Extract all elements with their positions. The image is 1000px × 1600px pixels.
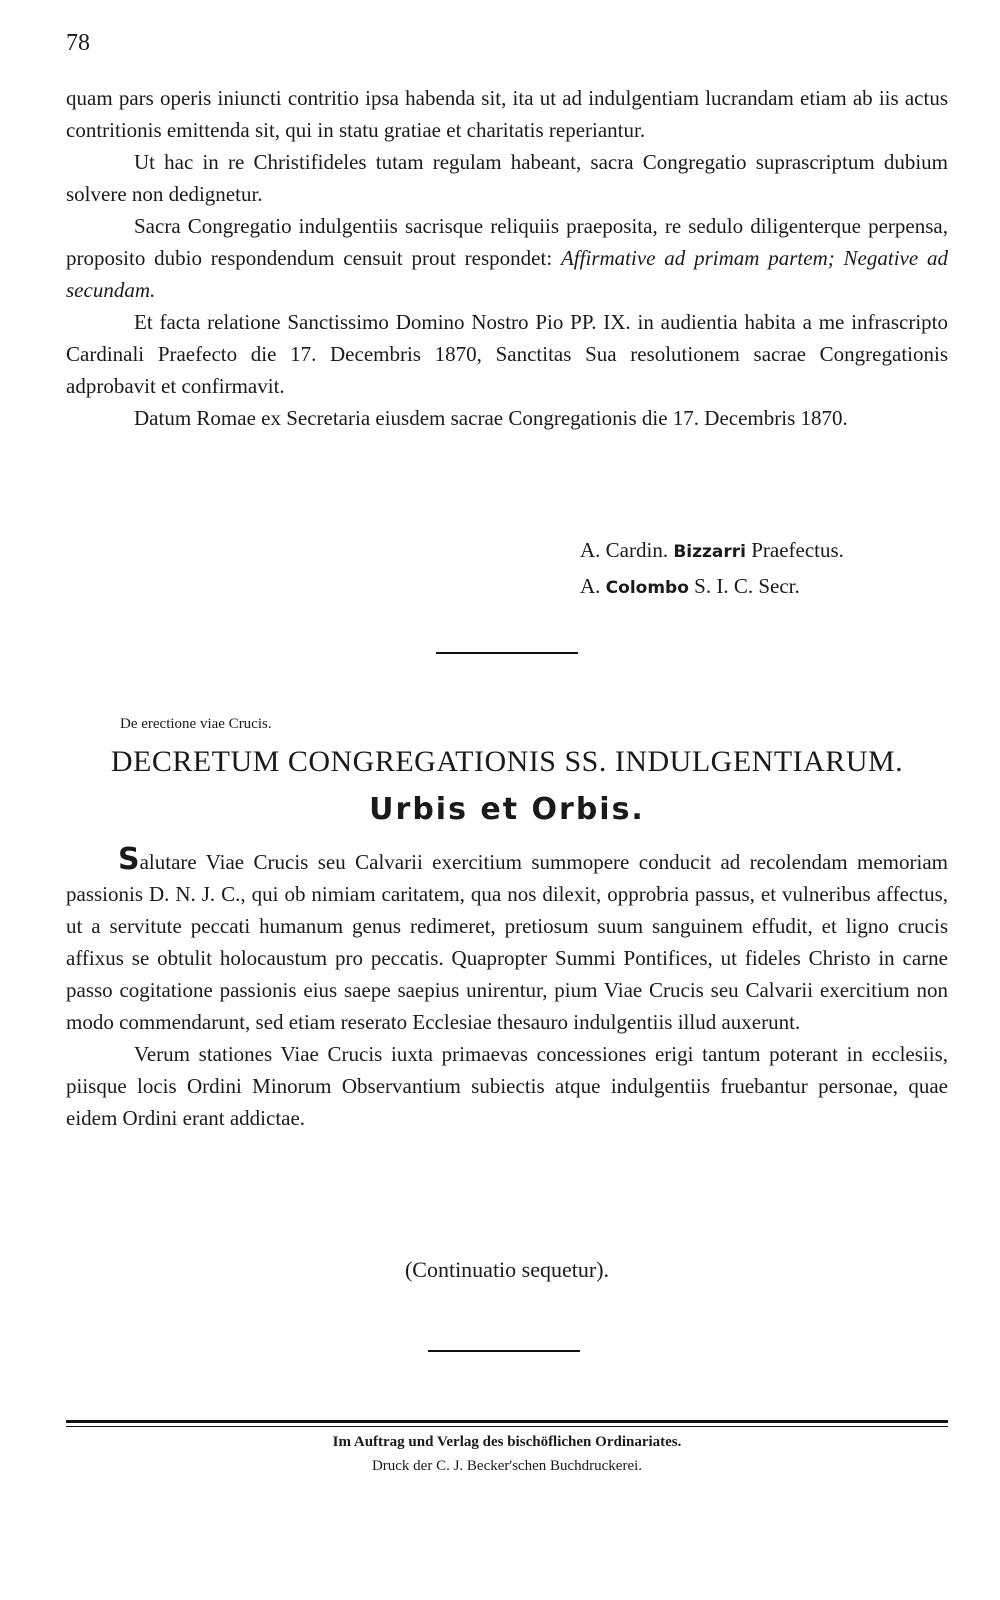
signature-prefect: A. Cardin. Bizzarri Praefectus. — [580, 538, 844, 562]
end-divider — [428, 1350, 580, 1352]
decree-text-block — [66, 842, 948, 1134]
paragraph-3 — [66, 210, 948, 306]
paragraph-2: Ut hac in re Christifideles tutam regulam habeant, sacra Congregatio suprascriptum dubium solvere non dedignetur. — [66, 150, 948, 206]
signature-name-colombo: Colombo — [605, 578, 689, 598]
top-text-block — [66, 82, 948, 434]
paragraph-1: quam pars operis iniuncti contritio ipsa habenda sit, ita ut ad indulgentiam lucrandam etiam ab iis actus contritionis emittenda sit, qui in statu gratiae et charitatis reperiantur. — [66, 86, 948, 142]
signature-secretary: A. Colombo S. I. C. Secr. — [580, 574, 800, 598]
decree-title: DECRETUM CONGREGATIONIS SS. INDULGENTIARUM. — [110, 745, 904, 778]
paragraph-5: Datum Romae ex Secretaria eiusdem sacrae Congregationis die 17. Decembris 1870. — [134, 406, 848, 430]
decree-paragraph-2: Verum stationes Viae Crucis iuxta primaevas concessiones erigi tantum poterant in ecclesiis, piisque locis Ordini Minorum Observantium subiectis atque indulgentiis fruebantur personae, quae eidem Ordini erant addictae. — [66, 1042, 948, 1130]
decree-subtitle: Urbis et Orbis. — [369, 792, 645, 827]
drop-cap: S — [118, 842, 140, 877]
section-heading: De erectione viae Crucis. — [120, 716, 272, 732]
page-number: 78 — [66, 30, 90, 56]
continuation-note: (Continuatio sequetur). — [404, 1257, 610, 1282]
footer-rule-thin — [66, 1426, 948, 1427]
section-divider — [436, 652, 578, 654]
paragraph-3-lead: Sacra Congregatio indulgentiis sacrisque reliquiis praeposita, re sedulo diligenterque perpensa, proposito dubio respondendum censuit prout respondet: — [66, 214, 948, 270]
paragraph-3-italic: Affirmative ad primam partem; Negative ad secundam. — [66, 246, 948, 302]
paragraph-4: Et facta relatione Sanctissimo Domino Nostro Pio PP. IX. in audientia habita a me infrascripto Cardinali Praefecto die 17. Decembris 1870, Sanctitas Sua resolutionem sacrae Congregationis adprobavit et confirmavit. — [66, 310, 948, 398]
imprint-line-1: Im Auftrag und Verlag des bischöflichen Ordinariates. — [332, 1434, 682, 1450]
imprint-line-2: Druck der C. J. Becker'schen Buchdruckerei. — [371, 1458, 643, 1474]
signature-name-bizzarri: Bizzarri — [673, 542, 746, 562]
footer-rule-thick — [66, 1420, 948, 1423]
decree-paragraph-1: Salutare Viae Crucis seu Calvarii exercitium summopere conducit ad recolendam memoriam passionis D. N. J. C., qui ob nimiam caritatem, qua nos dilexit, opprobria passus, et vulneribus affectus, ut a servitute peccati humanum genus redimeret, pretiosum suum sanguinem effudit, et ligno crucis affixus se obtulit holocaustum pro peccatis. Quapropter Summi Pontifices, ut fideles Christo in carne passo cogitatione passionis eius saepe saepius unirentur, pium Viae Crucis seu Calvarii exercitium non modo commendarunt, sed etiam reserato Ecclesiae thesauro indulgentiis illud auxerunt. — [66, 842, 948, 1034]
